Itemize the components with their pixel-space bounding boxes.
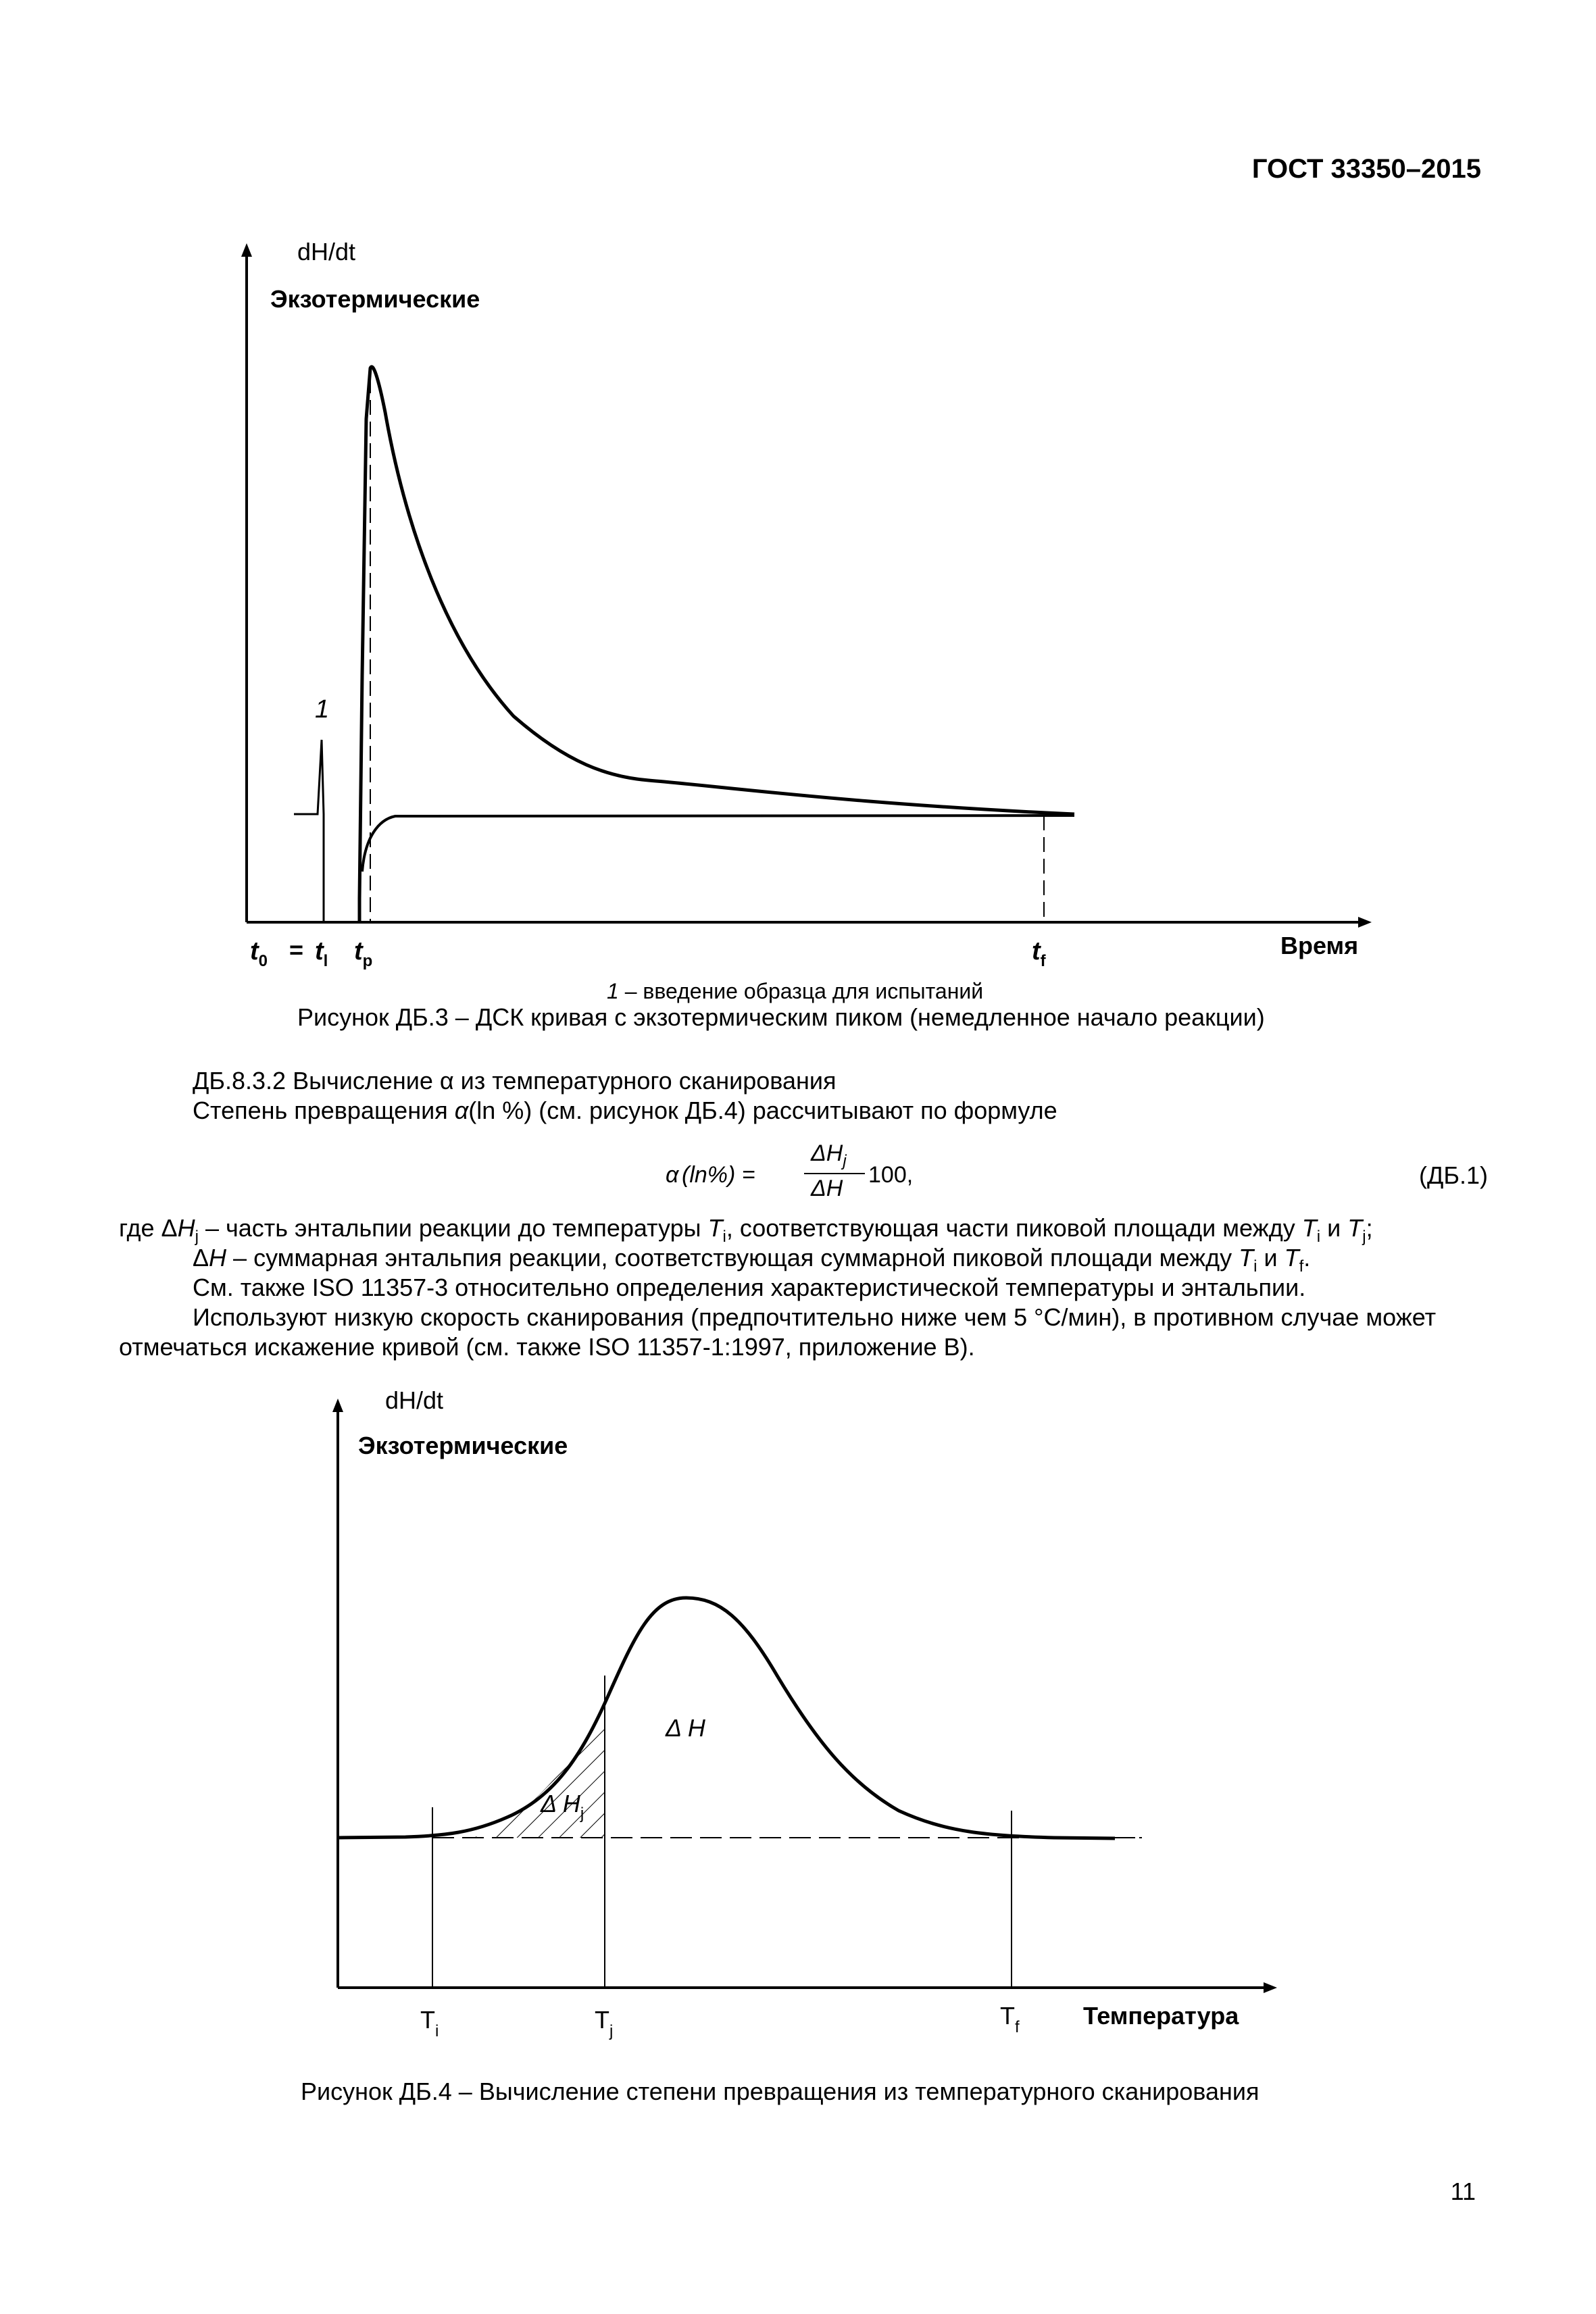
- exo-peak-curve: [359, 367, 1074, 922]
- delta-h-label: Δ H: [666, 1714, 705, 1742]
- figure-db4: [0, 1378, 1596, 2067]
- x-axis-label: Температура: [1083, 2002, 1239, 2030]
- y-axis-label: dH/dt: [385, 1386, 444, 1414]
- baseline-curve: [362, 815, 1074, 872]
- tick-t0: $t_0$: [250, 937, 268, 970]
- tick-tj: $T_j$: [595, 2006, 614, 2040]
- standard-header: ГОСТ 33350–2015: [1251, 154, 1481, 184]
- dsc-curve: [338, 1598, 1115, 1838]
- tick-ti: $t_l$: [315, 937, 328, 970]
- x-axis-label: Время: [1280, 932, 1359, 959]
- tick-tf: $t_f$: [1032, 937, 1046, 970]
- section-intro: Степень превращения α(ln %) (см. рисунок ДБ.4) рассчитывают по формуле: [193, 1097, 1057, 1124]
- tick-tp: $t_p$: [354, 937, 373, 970]
- delta-hj-label: Δ $H_j$: [541, 1790, 584, 1823]
- exo-label: Экзотермические: [270, 285, 480, 313]
- injection-spike: [294, 740, 324, 922]
- exo-label: Экзотермические: [358, 1432, 568, 1459]
- page-number: 11: [1450, 2178, 1476, 2205]
- legend: 1 – введение образца для испытаний: [607, 979, 984, 1003]
- figure-db3-caption: Рисунок ДБ.3 – ДСК кривая с экзотермическим пиком (немедленное начало реакции): [297, 1003, 1265, 1031]
- where-line-1: где $\Delta H_j$ – часть энтальпии реакции до температуры $T_i$, соответствующая части пиковой площади между $T_i$ и $T_j$;: [119, 1214, 1373, 1246]
- marker-1: 1: [315, 695, 330, 724]
- y-axis-label: dH/dt: [297, 238, 356, 266]
- figure-db4-caption: Рисунок ДБ.4 – Вычисление степени превращения из температурного сканирования: [301, 2078, 1260, 2105]
- figure-db3: [0, 230, 1596, 1027]
- tick-eq: =: [289, 936, 304, 963]
- paragraph-line-2: отмечаться искажение кривой (см. также ISO 11357-1:1997, приложение В).: [119, 1333, 975, 1361]
- formula-number: (ДБ.1): [1418, 1161, 1488, 1189]
- tick-ti: $T_i$: [420, 2006, 439, 2040]
- formula: α (ln%) = $\Delta H_j$ ΔH 100,: [666, 1140, 914, 1201]
- paragraph-line-1: Используют низкую скорость сканирования (предпочтительно ниже чем 5 °С/мин), в противном случае может: [193, 1303, 1437, 1331]
- tick-tf: $T_f$: [1000, 2002, 1020, 2036]
- see-also: См. также ISO 11357-3 относительно определения характеристической температуры и энтальпии.: [193, 1274, 1306, 1301]
- section-heading: ДБ.8.3.2 Вычисление α из температурного сканирования: [193, 1067, 837, 1095]
- where-line-2: ΔH – суммарная энтальпия реакции, соответствующая суммарной пиковой площади между $T_i$ и $T_f$.: [193, 1244, 1311, 1276]
- delta-hj-area: [473, 1709, 605, 1838]
